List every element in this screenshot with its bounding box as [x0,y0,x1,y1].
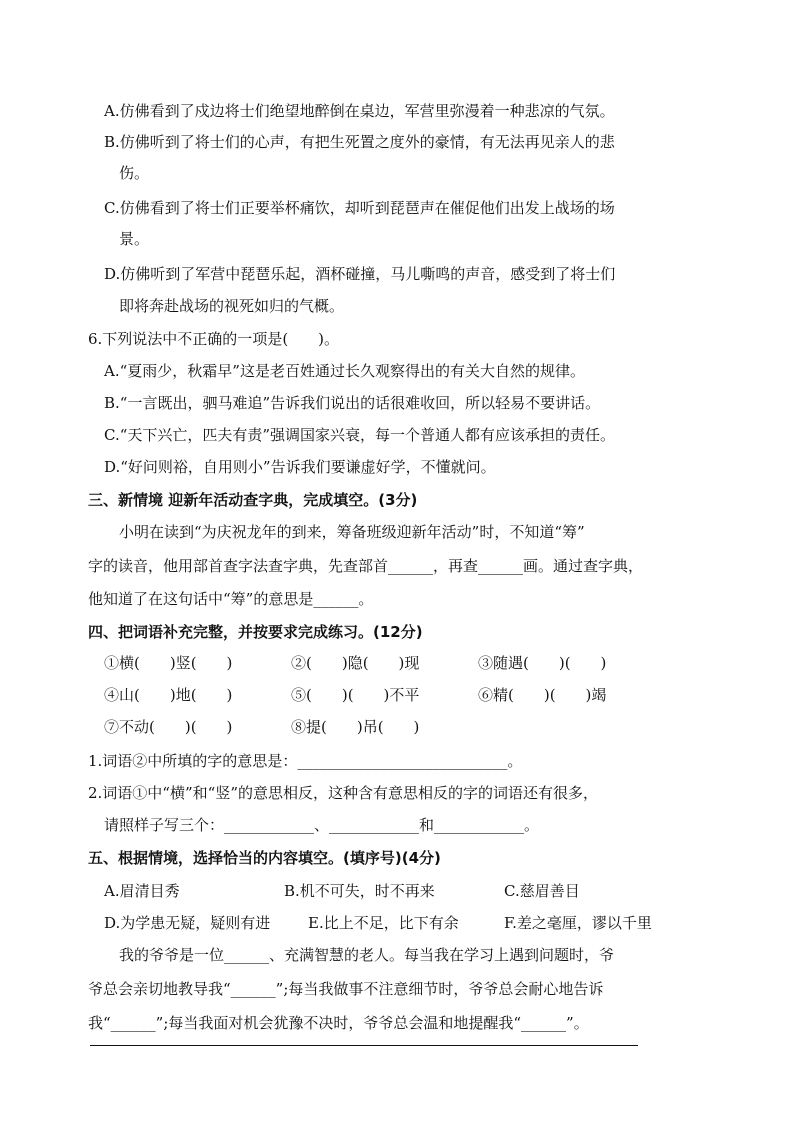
q5-option-c-line1: C.仿佛看到了将士们正要举杯痛饮，却听到琵琶声在催促他们出发上战场的场 [104,199,615,217]
section3-paragraph-line2: 字的读音，他用部首查字法查字典，先查部首______，再查______画。通过查字典， [88,557,644,575]
word-item-4: ④山( )地( ) [104,686,233,704]
q6-stem: 6.下列说法中不正确的一项是( )。 [88,330,340,348]
section3-paragraph-line3: 他知道了在这句话中“筹”的意思是______。 [88,590,374,608]
section5-paragraph-line3: 我“______”;每当我面对机会犹豫不决时，爷爷总会温和地提醒我“______”。 [88,1014,589,1032]
word-item-6: ⑥精( )( )竭 [478,686,607,704]
q5-option-b-line2: 伤。 [119,164,150,182]
q6-option-c: C.“天下兴亡，匹夫有责”强调国家兴衰，每一个普通人都有应该承担的责任。 [104,426,616,444]
q5-option-d-line2: 即将奔赴战场的视死如归的气概。 [119,297,345,315]
q6-option-d: D.“好问则裕，自用则小”告诉我们要谦虚好学，不懂就问。 [104,458,496,476]
word-item-7: ⑦不动( )( ) [104,718,233,736]
q5-option-d-line1: D.仿佛听到了军营中琵琶乐起，酒杯碰撞，马儿嘶鸣的声音，感受到了将士们 [104,265,616,283]
section4-question-2-line2: 请照样子写三个：____________、____________和____________。 [104,816,540,834]
section5-paragraph-line2: 爷总会亲切地教导我“______”;每当我做事不注意细节时，爷爷总会耐心地告诉 [88,980,604,998]
bottom-divider-line [90,1045,638,1046]
section5-option-c: C.慈眉善目 [504,882,580,900]
section4-question-1: 1.词语②中所填的字的意思是：____________________________。 [88,752,523,770]
q5-option-a: A.仿佛看到了戍边将士们绝望地醉倒在桌边，军营里弥漫着一种悲凉的气氛。 [104,102,615,120]
section3-title: 三、新情境 迎新年活动查字典，完成填空。(3分) [88,491,418,509]
q6-option-a: A.“夏雨少，秋霜早”这是老百姓通过长久观察得出的有关大自然的规律。 [104,362,585,380]
section4-title: 四、把词语补充完整，并按要求完成练习。(12分) [88,623,423,641]
section5-option-a: A.眉清目秀 [104,882,180,900]
section3-paragraph-line1: 小明在读到“为庆祝龙年的到来，筹备班级迎新年活动”时，不知道“筹” [119,523,585,541]
section4-question-2-line1: 2.词语①中“横”和“竖”的意思相反，这种含有意思相反的字的词语还有很多， [88,784,598,802]
word-item-3: ③随遇( )( ) [478,654,607,672]
word-item-8: ⑧提( )吊( ) [291,718,420,736]
q5-option-c-line2: 景。 [119,230,150,248]
section5-option-b: B.机不可失，时不再来 [284,882,435,900]
section5-paragraph-line1: 我的爷爷是一位______、充满智慧的老人。每当我在学习上遇到问题时，爷 [119,946,615,964]
section5-option-d: D.为学患无疑，疑则有进 [104,914,271,932]
section5-option-f: F.差之毫厘，谬以千里 [504,914,652,932]
q5-option-b-line1: B.仿佛听到了将士们的心声，有把生死置之度外的豪情，有无法再见亲人的悲 [104,133,615,151]
word-item-5: ⑤( )( )不平 [291,686,420,704]
word-item-2: ②( )隐( )现 [291,654,420,672]
section5-option-e: E.比上不足，比下有余 [308,914,459,932]
q6-option-b: B.“一言既出，驷马难追”告诉我们说出的话很难收回，所以轻易不要讲话。 [104,394,601,412]
word-item-1: ①横( )竖( ) [104,654,233,672]
section5-title: 五、根据情境，选择恰当的内容填空。(填序号)(4分) [88,849,441,867]
